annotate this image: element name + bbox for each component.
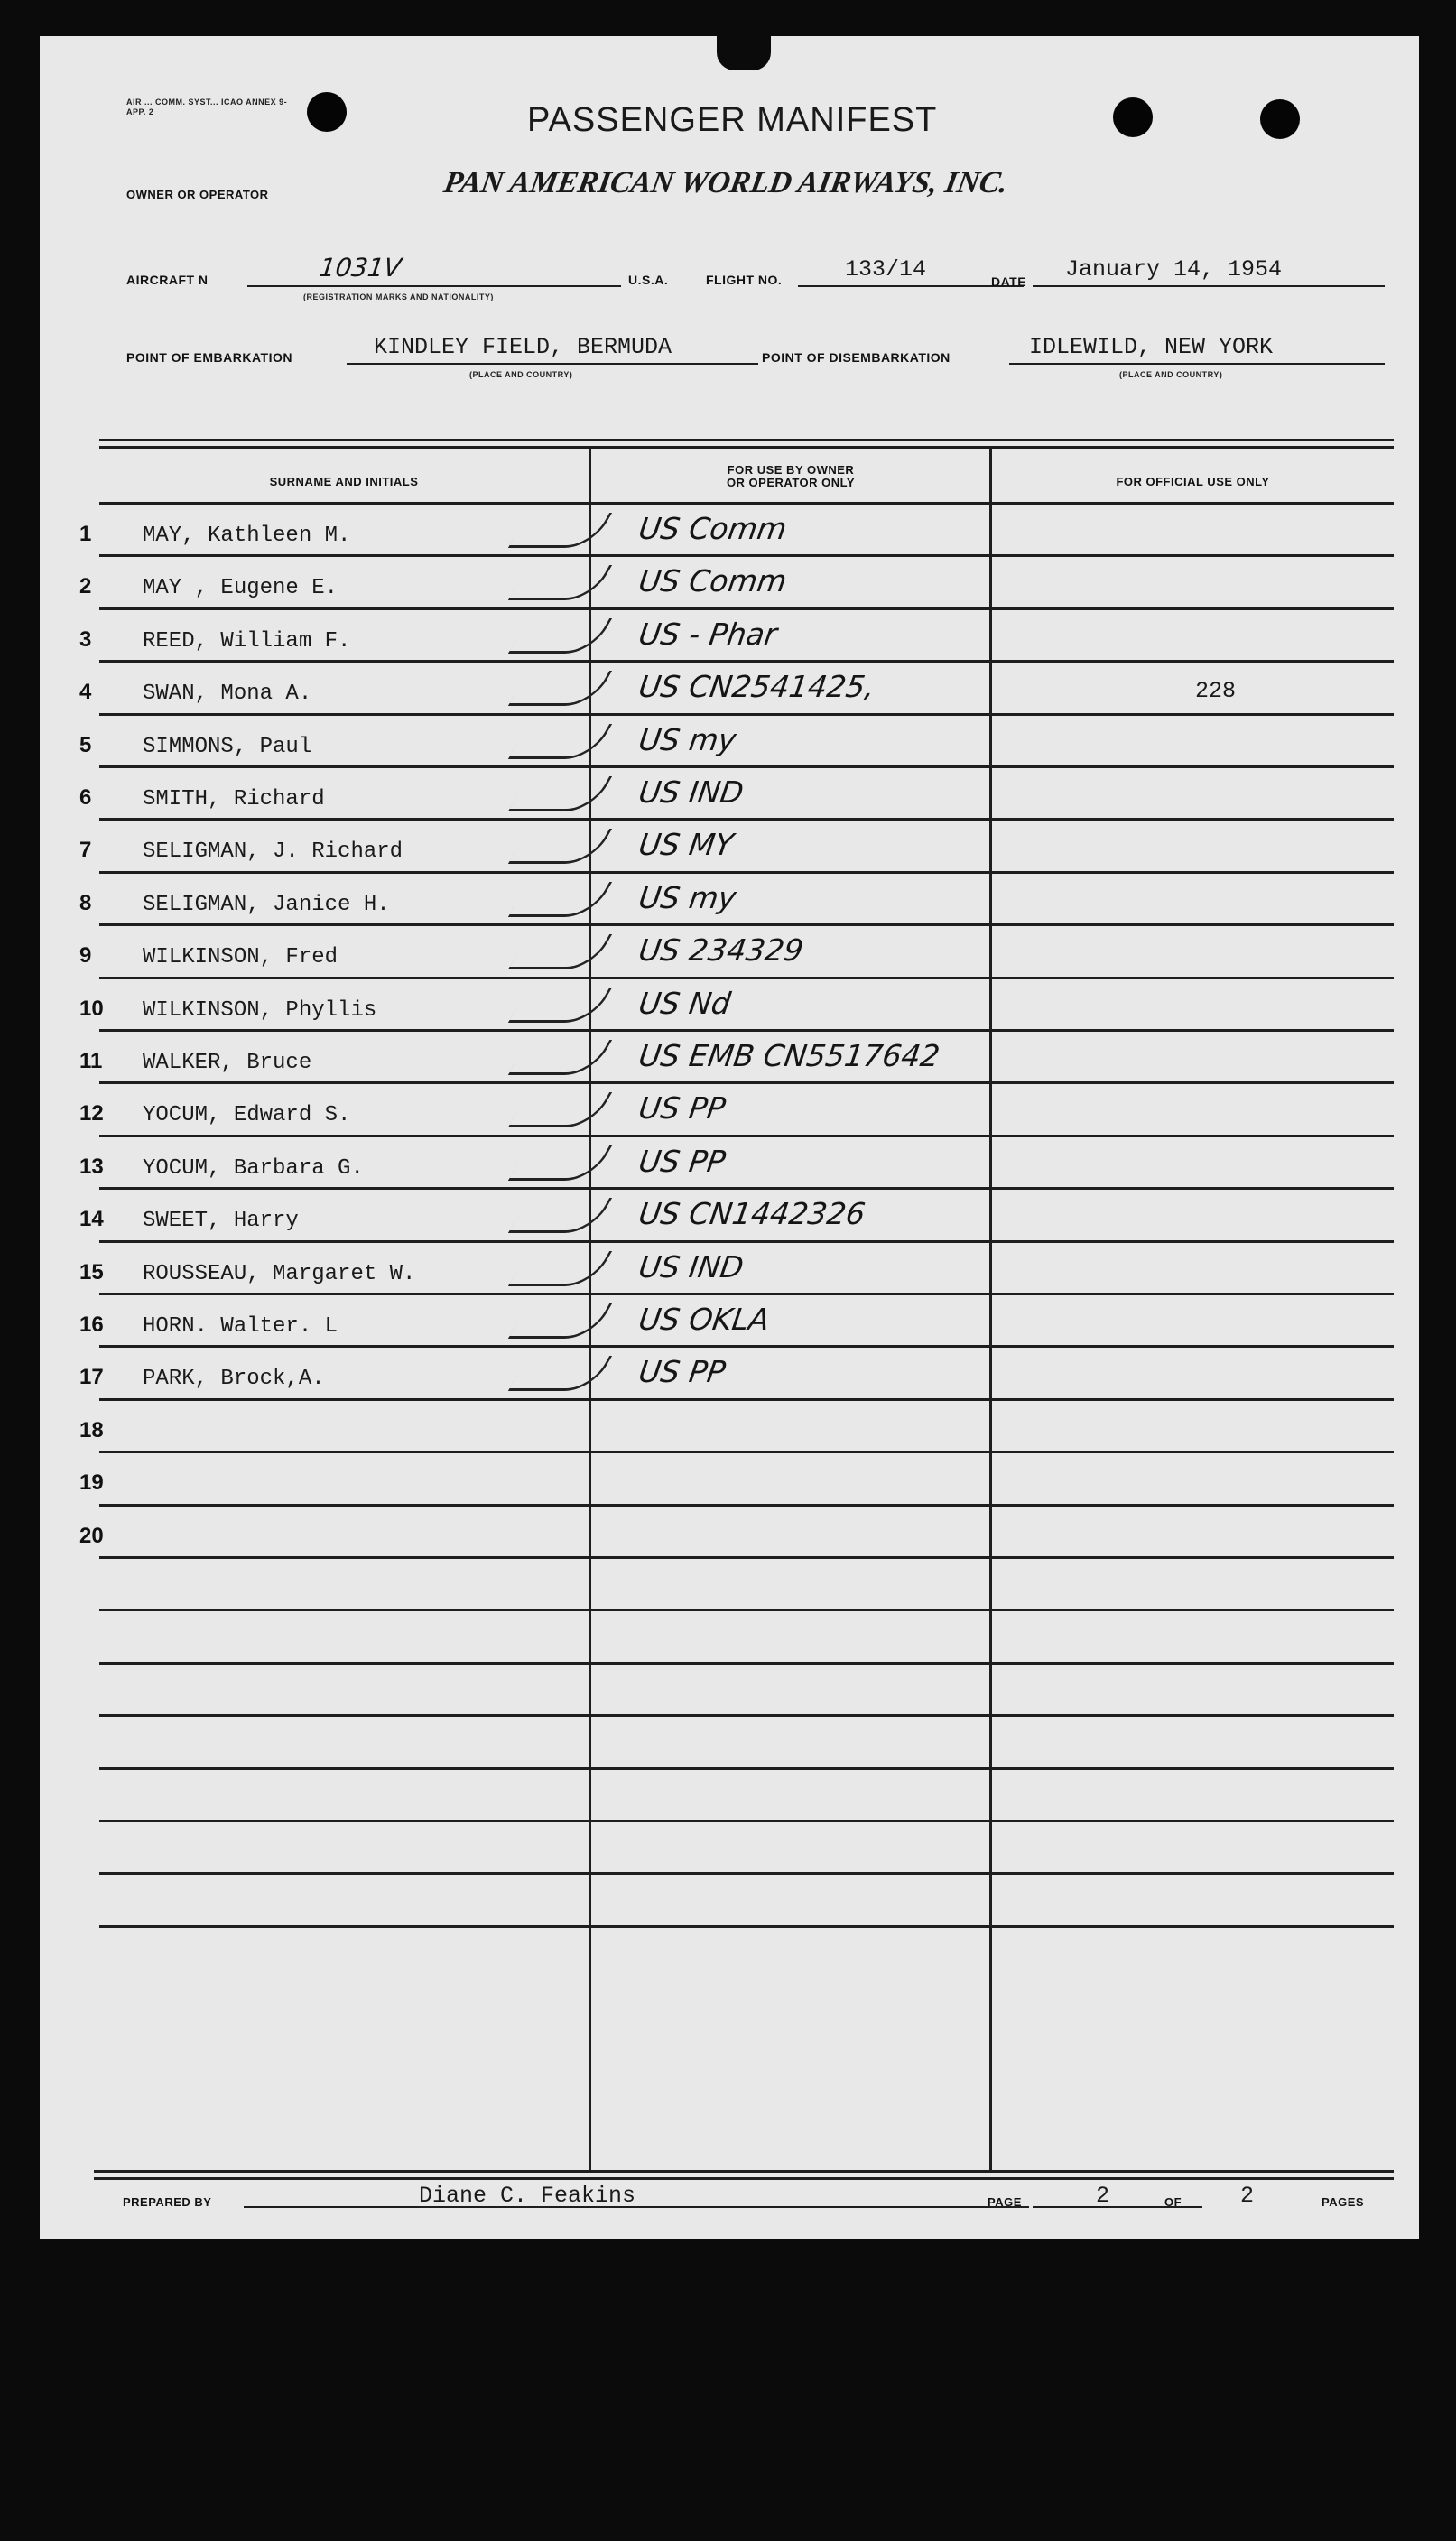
passenger-name: SWEET, Harry xyxy=(143,1209,299,1233)
check-mark-icon xyxy=(508,618,613,654)
row-rule xyxy=(99,1240,1394,1243)
punch-hole xyxy=(1113,97,1153,137)
table-row xyxy=(40,1036,1419,1080)
check-mark-icon xyxy=(508,1145,613,1181)
operator-notes: US Comm xyxy=(636,511,789,546)
passenger-name: SWAN, Mona A. xyxy=(143,682,312,706)
passenger-name: PARK, Brock,A. xyxy=(143,1367,325,1391)
torn-edge xyxy=(717,36,771,70)
page-total: 2 xyxy=(1240,2183,1255,2209)
row-rule xyxy=(99,1662,1394,1665)
row-rule xyxy=(99,1714,1394,1717)
row-rule xyxy=(99,923,1394,926)
row-number: 11 xyxy=(79,1049,103,1073)
prepared-by: Diane C. Feakins xyxy=(419,2183,636,2209)
row-number: 18 xyxy=(79,1418,104,1442)
underline xyxy=(1033,285,1385,287)
table-top-rule xyxy=(99,446,1394,449)
flight-number: 133/14 xyxy=(845,256,927,283)
row-number: 8 xyxy=(79,891,92,915)
row-number: 15 xyxy=(79,1260,104,1284)
table-top-rule xyxy=(99,439,1394,441)
check-mark-icon xyxy=(508,882,613,917)
table-row xyxy=(40,825,1419,868)
table-row xyxy=(40,1352,1419,1396)
passenger-name: WILKINSON, Phyllis xyxy=(143,998,377,1023)
table-row xyxy=(40,1511,1419,1554)
row-rule xyxy=(99,1925,1394,1928)
row-number: 6 xyxy=(79,785,92,810)
check-mark-icon xyxy=(508,565,613,600)
owner-label: OWNER OR OPERATOR xyxy=(126,188,269,201)
prepared-by-label: PREPARED BY xyxy=(123,2195,212,2209)
table-row xyxy=(40,878,1419,922)
page-title: PASSENGER MANIFEST xyxy=(527,101,938,139)
usa-label: U.S.A. xyxy=(628,273,669,287)
passenger-name: HORN. Walter. L xyxy=(143,1314,338,1339)
row-rule xyxy=(99,1135,1394,1137)
passenger-name: WALKER, Bruce xyxy=(143,1051,312,1075)
operator-notes: US CN2541425, xyxy=(636,669,877,704)
operator-notes: US my xyxy=(636,880,739,915)
underline xyxy=(347,363,758,365)
check-mark-icon xyxy=(508,934,613,969)
table-row xyxy=(40,561,1419,605)
pages-label: PAGES xyxy=(1322,2195,1365,2209)
table-bottom-rule xyxy=(94,2170,1394,2173)
row-rule xyxy=(99,1029,1394,1032)
underline xyxy=(244,2206,1029,2208)
passenger-name: REED, William F. xyxy=(143,629,351,654)
table-row xyxy=(40,773,1419,816)
row-rule xyxy=(99,502,1394,505)
operator-notes: US IND xyxy=(636,774,747,810)
passenger-name: YOCUM, Barbara G. xyxy=(143,1156,364,1181)
passenger-name: MAY , Eugene E. xyxy=(143,576,338,600)
row-rule xyxy=(99,1609,1394,1611)
operator-notes: US Nd xyxy=(636,986,733,1021)
underline xyxy=(798,285,1024,287)
passenger-name: SELIGMAN, J. Richard xyxy=(143,839,403,864)
check-mark-icon xyxy=(508,1092,613,1127)
row-number: 14 xyxy=(79,1207,104,1231)
row-rule xyxy=(99,1398,1394,1401)
of-label: OF xyxy=(1164,2195,1182,2209)
passenger-name: ROUSSEAU, Margaret W. xyxy=(143,1262,416,1286)
row-number: 1 xyxy=(79,522,92,546)
check-mark-icon xyxy=(508,671,613,706)
table-row xyxy=(40,1300,1419,1343)
row-number: 20 xyxy=(79,1524,104,1548)
operator-notes: US my xyxy=(636,722,739,757)
row-rule xyxy=(99,1293,1394,1295)
punch-hole xyxy=(307,92,347,132)
check-mark-icon xyxy=(508,776,613,811)
row-rule xyxy=(99,660,1394,663)
flight-label: FLIGHT NO. xyxy=(706,273,783,287)
check-mark-icon xyxy=(508,1198,613,1233)
row-rule xyxy=(99,1081,1394,1084)
aircraft-registration: 1031V xyxy=(317,253,403,283)
operator-notes: US IND xyxy=(636,1249,747,1284)
row-number: 2 xyxy=(79,574,92,598)
table-row xyxy=(40,984,1419,1027)
date-label: DATE xyxy=(991,274,1027,289)
check-mark-icon xyxy=(508,829,613,864)
row-rule xyxy=(99,1451,1394,1453)
table-row xyxy=(40,1142,1419,1185)
row-number: 3 xyxy=(79,627,92,652)
row-rule xyxy=(99,765,1394,768)
table-row xyxy=(40,667,1419,710)
owner-name: PAN AMERICAN WORLD AIRWAYS, INC. xyxy=(441,166,1011,199)
row-number: 17 xyxy=(79,1365,104,1389)
operator-notes: US EMB CN5517642 xyxy=(636,1038,942,1073)
page-label: PAGE xyxy=(988,2195,1022,2209)
registration-caption: (REGISTRATION MARKS AND NATIONALITY) xyxy=(303,292,494,301)
row-rule xyxy=(99,1767,1394,1770)
embark-place-caption: (PLACE AND COUNTRY) xyxy=(469,370,573,379)
row-number: 9 xyxy=(79,943,92,968)
passenger-name: SMITH, Richard xyxy=(143,787,325,811)
check-mark-icon xyxy=(508,724,613,759)
row-number: 16 xyxy=(79,1312,104,1337)
table-row xyxy=(40,509,1419,552)
passenger-name: WILKINSON, Fred xyxy=(143,945,338,969)
passenger-name: SELIGMAN, Janice H. xyxy=(143,893,390,917)
row-rule xyxy=(99,977,1394,979)
operator-notes: US Comm xyxy=(636,563,789,598)
check-mark-icon xyxy=(508,1251,613,1286)
table-row xyxy=(40,931,1419,974)
table-row xyxy=(40,720,1419,764)
operator-notes: US MY xyxy=(636,827,736,862)
row-rule xyxy=(99,1872,1394,1875)
underline xyxy=(247,285,621,287)
check-mark-icon xyxy=(508,1356,613,1391)
check-mark-icon xyxy=(508,1040,613,1075)
row-rule xyxy=(99,1556,1394,1559)
table-bottom-rule xyxy=(94,2177,1394,2180)
row-rule xyxy=(99,1187,1394,1190)
aircraft-label: AIRCRAFT N xyxy=(126,273,209,287)
operator-notes: US PP xyxy=(636,1354,728,1389)
row-rule xyxy=(99,818,1394,821)
row-rule xyxy=(99,1820,1394,1822)
check-mark-icon xyxy=(508,1303,613,1339)
disembark-place-caption: (PLACE AND COUNTRY) xyxy=(1119,370,1223,379)
row-rule xyxy=(99,607,1394,610)
passenger-name: YOCUM, Edward S. xyxy=(143,1103,351,1127)
embarkation-point: KINDLEY FIELD, BERMUDA xyxy=(374,334,672,360)
column-header-surname: SURNAME AND INITIALS xyxy=(269,475,419,488)
operator-notes: US OKLA xyxy=(636,1302,772,1337)
row-number: 13 xyxy=(79,1155,104,1179)
column-header-official-use: FOR OFFICIAL USE ONLY xyxy=(1116,475,1270,488)
operator-notes: US - Phar xyxy=(636,617,780,652)
row-number: 19 xyxy=(79,1470,104,1495)
table-row xyxy=(40,1089,1419,1132)
row-rule xyxy=(99,1345,1394,1348)
operator-notes: US 234329 xyxy=(636,932,806,968)
punch-hole xyxy=(1260,99,1300,139)
page-number: 2 xyxy=(1096,2183,1110,2209)
disembarkation-point: IDLEWILD, NEW YORK xyxy=(1029,334,1274,360)
row-rule xyxy=(99,871,1394,874)
table-row xyxy=(40,1458,1419,1501)
embarkation-label: POINT OF EMBARKATION xyxy=(126,350,292,365)
table-row xyxy=(40,615,1419,658)
row-number: 10 xyxy=(79,997,104,1021)
column-header-owner-use: FOR USE BY OWNER OR OPERATOR ONLY xyxy=(726,463,856,489)
check-mark-icon xyxy=(508,988,613,1023)
passenger-name: MAY, Kathleen M. xyxy=(143,524,351,548)
table-row xyxy=(40,1405,1419,1449)
table-row xyxy=(40,1194,1419,1238)
flight-date: January 14, 1954 xyxy=(1065,256,1283,283)
row-number: 5 xyxy=(79,733,92,757)
disembarkation-label: POINT OF DISEMBARKATION xyxy=(762,350,951,365)
row-number: 7 xyxy=(79,838,92,862)
row-rule xyxy=(99,713,1394,716)
operator-notes: US CN1442326 xyxy=(636,1196,868,1231)
operator-notes: US PP xyxy=(636,1144,728,1179)
check-mark-icon xyxy=(508,513,613,548)
passenger-name: SIMMONS, Paul xyxy=(143,735,312,759)
row-number: 4 xyxy=(79,680,92,704)
form-code: AIR ... COMM. SYST... ICAO ANNEX 9-APP. 2 xyxy=(126,97,288,116)
row-number: 12 xyxy=(79,1101,104,1126)
official-use-entry: 228 xyxy=(1195,678,1237,704)
manifest-sheet xyxy=(40,36,1419,2239)
underline xyxy=(1009,363,1385,365)
table-row xyxy=(40,1247,1419,1291)
row-rule xyxy=(99,1504,1394,1507)
row-rule xyxy=(99,554,1394,557)
operator-notes: US PP xyxy=(636,1090,728,1126)
